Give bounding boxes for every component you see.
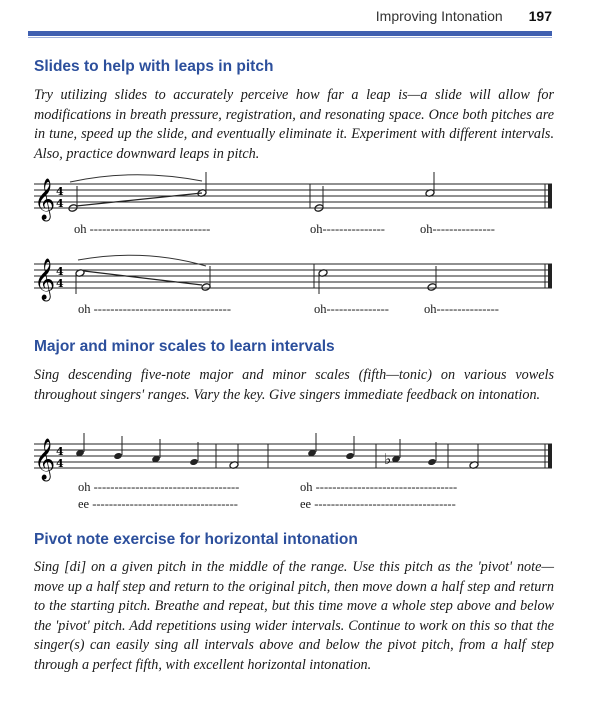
half-note <box>229 444 239 469</box>
half-note <box>318 269 328 294</box>
lyric: oh --------------------------------- <box>78 302 231 316</box>
section-heading-slides: Slides to help with leaps in pitch <box>34 58 274 75</box>
music-example-2 <box>34 256 554 316</box>
quarter-note <box>151 439 161 463</box>
flat-sign: ♭ <box>384 450 392 468</box>
lyric: oh--------------- <box>314 302 389 316</box>
quarter-note <box>113 436 123 460</box>
slur <box>70 175 202 182</box>
lyric: oh ---------------------------------- <box>300 480 458 494</box>
time-sig-bottom: 4 <box>56 197 64 210</box>
lyric: oh--------------- <box>420 222 495 236</box>
quarter-note <box>189 442 199 466</box>
music-example-1 <box>34 176 554 236</box>
treble-clef: 𝄞 <box>34 439 56 480</box>
time-sig-top: 4 <box>56 185 64 198</box>
time-sig-bottom: 4 <box>56 457 64 470</box>
slide-line <box>84 271 202 285</box>
section-heading-scales: Major and minor scales to learn intervals <box>34 338 335 355</box>
quarter-note <box>391 439 401 463</box>
final-barline-thick <box>548 444 552 468</box>
time-sig-top: 4 <box>56 265 64 278</box>
section-heading-pivot: Pivot note exercise for horizontal intonation <box>34 531 358 548</box>
running-head-title: Improving Intonation <box>375 8 503 24</box>
running-head <box>0 8 552 24</box>
half-note <box>425 172 435 197</box>
slide-line <box>76 193 202 206</box>
section-body-slides: Try utilizing slides to accurately perceive how far a leap is—a slide will allow for modifications in breath pressure, registration, and resonating space. Once both pitches are in tune, speed up the slide, and eventually eliminate it. Experiment with different intervals. Also, practice downward leaps in pitch. <box>34 87 554 162</box>
lyric: oh ----------------------------- <box>74 222 211 236</box>
time-sig-top: 4 <box>56 445 64 458</box>
quarter-note <box>75 433 85 457</box>
quarter-note <box>307 433 317 457</box>
staff-lines <box>34 184 552 208</box>
lyric: ee ----------------------------------- <box>78 497 238 511</box>
lyric: oh--------------- <box>424 302 499 316</box>
quarter-note <box>345 436 355 460</box>
treble-clef: 𝄞 <box>34 259 56 300</box>
section-body-scales: Sing descending five-note major and minor scales (fifth—tonic) on various vowels throughout singers' ranges. Vary the key. Give singers immediate feedback on intonation. <box>34 367 554 403</box>
lyric: oh ----------------------------------- <box>78 480 240 494</box>
quarter-note <box>427 442 437 466</box>
page-number: 197 <box>528 8 552 24</box>
time-sig-bottom: 4 <box>56 277 64 290</box>
half-note <box>75 269 85 294</box>
staff-lines <box>34 444 552 468</box>
header-rule <box>28 31 552 36</box>
header-rule-thin <box>28 37 552 38</box>
lyric: oh--------------- <box>310 222 385 236</box>
treble-clef: 𝄞 <box>34 179 56 220</box>
final-barline-thick <box>548 264 552 288</box>
section-body-pivot: Sing [di] on a given pitch in the middle of the range. Use this pitch as the 'pivot' note—move up a half step and return to the original pitch, then move down a half step and return to the starting pitch. Breathe and repeat, but this time move a whole step above and below the 'pivot' pitch. Add repetitions using wider intervals. Continue to work on this so that the singer(s) can easily sing all intervals above and below the pivot pitch, from a half step through a perfect fifth, with excellent horizontal intonation. <box>34 559 554 673</box>
lyric: ee ---------------------------------- <box>300 497 456 511</box>
music-example-3 <box>34 436 554 516</box>
final-barline-thick <box>548 184 552 208</box>
half-note <box>469 444 479 469</box>
staff-lines <box>34 264 552 288</box>
